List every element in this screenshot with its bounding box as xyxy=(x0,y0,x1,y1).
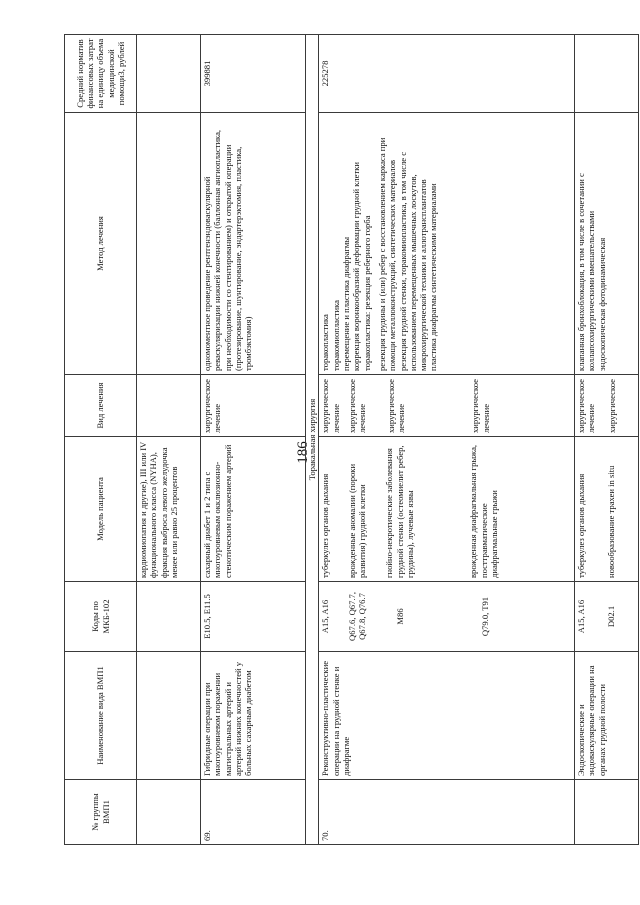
sub-model: новообразование трахеи in situ xyxy=(606,465,617,578)
sub-model: врожденные аномалии (пороки развития) грудной клетки xyxy=(346,463,367,578)
header-vmp-name: Наименование вида ВМП1 xyxy=(65,652,137,780)
header-treatment-method: Метод лечения xyxy=(65,113,137,375)
sub-model: врожденная диафрагмальная грыжа, посттравматические диафрагмальные грыжи xyxy=(468,444,499,578)
table-row-69 xyxy=(201,35,306,845)
cell-model: кардиомиопатия и другие), III или IV функционального класса (NYHA), фракция выброса левого желудочка менее или равно 25 процентов xyxy=(137,437,201,582)
sub-codes: A15, A16 xyxy=(576,599,586,634)
cell-model xyxy=(575,437,639,582)
table-header-row xyxy=(65,35,137,845)
sub-codes: A15, A16 xyxy=(320,599,331,634)
cell-group-no: 70. xyxy=(319,780,575,845)
page-number: 186 xyxy=(294,441,311,464)
cell-type xyxy=(319,375,575,437)
header-icd-codes: Коды по МКБ-102 xyxy=(65,582,137,652)
sub-type: хирургическое лечение xyxy=(576,379,597,433)
cell-method: одномоментное проведение рентгенэндоваскулярной реваскуляризации нижней конечности (баллонная ангиопластика, при необходимости со стентированием) и открытой операции (протезирование, шунтирование, эндартерэктомия, пластика, тромбэктомия) xyxy=(201,113,306,375)
method-line: пластика диафрагмы синтетическими материалами xyxy=(428,183,439,371)
method-line: резекция грудной стенки, торакомиопластика, в том числе с использованием перемещенных мышечных лоскутов, микрохирургической техники и аллотрансплантатов xyxy=(397,151,429,371)
cell-method xyxy=(319,113,575,375)
cell-vmp-name: Гибридные операции при многоуровневом поражении магистральных артерий и артерий нижних конечностей у больных сахарным диабетом xyxy=(201,652,306,780)
table-row-endoscopic xyxy=(575,35,639,845)
cell-vmp-name: Реконструктивно-пластические операции на грудной стенке и диафрагме xyxy=(319,652,575,780)
section-title: Торакальная хирургия xyxy=(306,35,319,845)
cell-method xyxy=(575,113,639,375)
method-line: резекция грудины и (или) ребер с восстановлением каркаса при помощи металлоконструкций, синтетических материалов xyxy=(376,137,398,371)
header-avg-cost: Средний норматив финансовых затрат на единицу объема медицинской помощи3, рублей xyxy=(65,35,137,113)
sub-codes: Q79.0, T91 xyxy=(479,596,490,637)
table-row-continued xyxy=(137,35,201,845)
sub-type: хирургическое лечение xyxy=(385,379,406,433)
cell-type: хирургическое лечение xyxy=(201,375,306,437)
cell-cost: 399881 xyxy=(201,35,306,113)
section-row xyxy=(306,35,319,845)
cell-codes: E10.5, E11.5 xyxy=(201,582,306,652)
header-patient-model: Модель пациента xyxy=(65,437,137,582)
cell-cost: 225278 xyxy=(319,35,575,113)
method-line: клапанная бронхоблокация, в том числе в сочетании с коллапсохирургическими вмешательствами xyxy=(576,173,597,371)
rotated-table-page xyxy=(64,35,639,845)
header-treatment-type: Вид лечения xyxy=(65,375,137,437)
cell-vmp-name: Эндоскопические и эндоваскулярные операции на органах грудной полости xyxy=(575,652,639,780)
cell-model: сахарный диабет 1 и 2 типа с многоуровневым окклюзионно-стенотическим поражением артерий xyxy=(201,437,306,582)
header-group-no: № группы ВМП1 xyxy=(65,780,137,845)
method-line: коррекция воронкообразной деформации грудной клетки xyxy=(351,161,362,371)
sub-codes: M86 xyxy=(395,608,406,625)
sub-model: гнойно-некротические заболевания грудной стенки (остеомиелит ребер, грудины), лучевые язвы xyxy=(384,445,415,578)
sub-codes: Q67.6, Q67.7, Q67.8, Q76.7 xyxy=(346,592,367,641)
cell-type xyxy=(575,375,639,437)
cell-model xyxy=(319,437,575,582)
cell-group-no: 69. xyxy=(201,780,306,845)
method-line: торакопластика xyxy=(320,314,331,371)
cell-codes xyxy=(575,582,639,652)
method-line: торакомиопластика xyxy=(330,300,341,371)
sub-model: туберкулез органов дыхания xyxy=(576,473,586,578)
method-line: эндоскопическая фотодинамическая xyxy=(596,237,607,371)
sub-type: хирургическое xyxy=(606,379,617,433)
vmp-table xyxy=(64,34,639,845)
method-line: торакопластика: резекция реберного горба xyxy=(361,215,372,371)
sub-type: хирургическое лечение xyxy=(320,379,341,433)
table-row-70 xyxy=(319,35,575,845)
sub-type: хирургическое лечение xyxy=(470,379,491,433)
sub-type: хирургическое лечение xyxy=(346,379,368,433)
sub-model: туберкулез органов дыхания xyxy=(320,473,331,578)
sub-codes: D02.1 xyxy=(606,605,617,628)
method-line: перемещение и пластика диафрагмы xyxy=(340,236,351,371)
cell-codes xyxy=(319,582,575,652)
